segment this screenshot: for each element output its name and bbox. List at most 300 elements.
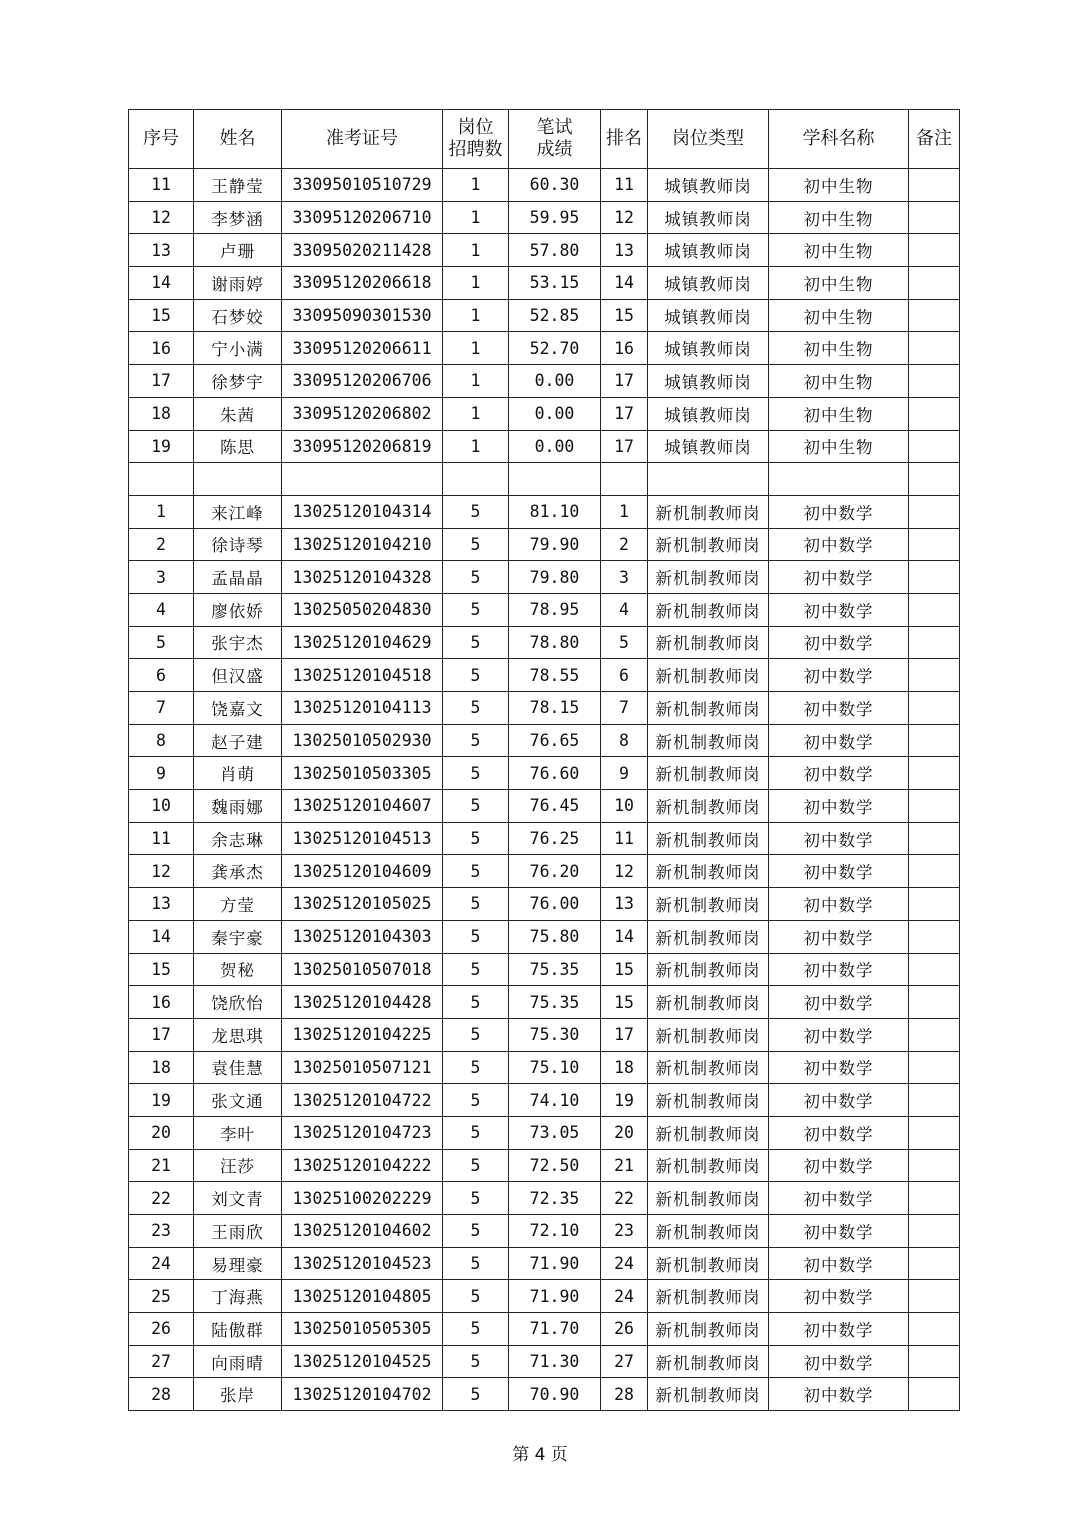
seq-cell: 24 bbox=[129, 1247, 194, 1280]
name-cell: 刘文青 bbox=[194, 1182, 282, 1215]
rank-cell: 15 bbox=[601, 953, 648, 986]
subject-cell: 初中生物 bbox=[769, 430, 909, 463]
post-type-cell: 城镇教师岗 bbox=[648, 267, 769, 300]
positions-cell: 5 bbox=[443, 1345, 509, 1378]
name-cell: 袁佳慧 bbox=[194, 1051, 282, 1084]
name-cell: 宁小满 bbox=[194, 332, 282, 365]
remarks-cell bbox=[909, 888, 960, 921]
remarks-cell bbox=[909, 1345, 960, 1378]
subject-cell: 初中生物 bbox=[769, 365, 909, 398]
exam-id-cell: 33095120206618 bbox=[282, 267, 443, 300]
name-cell: 饶欣怡 bbox=[194, 986, 282, 1019]
name-cell: 王雨欣 bbox=[194, 1215, 282, 1248]
exam-id-cell: 13025120104723 bbox=[282, 1116, 443, 1149]
subject-cell: 初中数学 bbox=[769, 953, 909, 986]
post-type-cell: 新机制教师岗 bbox=[648, 1345, 769, 1378]
table-row bbox=[129, 822, 960, 855]
name-cell: 方莹 bbox=[194, 888, 282, 921]
positions-cell: 5 bbox=[443, 1084, 509, 1117]
rank-cell: 21 bbox=[601, 1149, 648, 1182]
seq-cell: 8 bbox=[129, 724, 194, 757]
remarks-cell bbox=[909, 463, 960, 496]
exam-id-cell: 33095010510729 bbox=[282, 169, 443, 202]
post-type-cell: 新机制教师岗 bbox=[648, 626, 769, 659]
positions-cell: 5 bbox=[443, 528, 509, 561]
subject-cell: 初中生物 bbox=[769, 397, 909, 430]
name-cell: 张宇杰 bbox=[194, 626, 282, 659]
exam-id-cell: 13025010503305 bbox=[282, 757, 443, 790]
post-type-cell: 新机制教师岗 bbox=[648, 724, 769, 757]
name-cell: 汪莎 bbox=[194, 1149, 282, 1182]
seq-cell: 5 bbox=[129, 626, 194, 659]
score-cell: 57.80 bbox=[509, 234, 601, 267]
positions-cell: 1 bbox=[443, 299, 509, 332]
seq-cell: 26 bbox=[129, 1313, 194, 1346]
post-type-cell: 新机制教师岗 bbox=[648, 593, 769, 626]
exam-id-cell bbox=[282, 463, 443, 496]
table-row bbox=[129, 397, 960, 430]
table-row bbox=[129, 855, 960, 888]
subject-cell: 初中数学 bbox=[769, 920, 909, 953]
positions-cell: 5 bbox=[443, 1051, 509, 1084]
seq-cell: 28 bbox=[129, 1378, 194, 1411]
rank-cell: 17 bbox=[601, 1018, 648, 1051]
post-type-cell: 新机制教师岗 bbox=[648, 1313, 769, 1346]
name-cell: 廖依娇 bbox=[194, 593, 282, 626]
exam-id-cell: 13025120104314 bbox=[282, 495, 443, 528]
table-row bbox=[129, 267, 960, 300]
subject-cell bbox=[769, 463, 909, 496]
score-cell: 72.10 bbox=[509, 1215, 601, 1248]
rank-cell bbox=[601, 463, 648, 496]
remarks-cell bbox=[909, 626, 960, 659]
remarks-cell bbox=[909, 1051, 960, 1084]
remarks-cell bbox=[909, 1247, 960, 1280]
rank-cell: 12 bbox=[601, 201, 648, 234]
name-cell: 来江峰 bbox=[194, 495, 282, 528]
table-row bbox=[129, 659, 960, 692]
positions-cell: 5 bbox=[443, 1116, 509, 1149]
positions-cell: 5 bbox=[443, 1313, 509, 1346]
post-type-cell: 新机制教师岗 bbox=[648, 1116, 769, 1149]
subject-cell: 初中数学 bbox=[769, 593, 909, 626]
subject-cell: 初中数学 bbox=[769, 1116, 909, 1149]
positions-cell: 1 bbox=[443, 332, 509, 365]
positions-cell: 1 bbox=[443, 430, 509, 463]
exam-id-cell: 13025120104805 bbox=[282, 1280, 443, 1313]
name-cell: 张岸 bbox=[194, 1378, 282, 1411]
post-type-cell: 新机制教师岗 bbox=[648, 855, 769, 888]
exam-id-cell: 13025120104303 bbox=[282, 920, 443, 953]
exam-id-cell: 33095120206706 bbox=[282, 365, 443, 398]
table-row bbox=[129, 1084, 960, 1117]
post-type-cell: 新机制教师岗 bbox=[648, 1182, 769, 1215]
score-cell: 81.10 bbox=[509, 495, 601, 528]
remarks-cell bbox=[909, 724, 960, 757]
positions-cell: 5 bbox=[443, 986, 509, 1019]
header-exam-id: 准考证号 bbox=[282, 110, 443, 169]
post-type-cell: 新机制教师岗 bbox=[648, 953, 769, 986]
remarks-cell bbox=[909, 299, 960, 332]
subject-cell: 初中数学 bbox=[769, 1215, 909, 1248]
seq-cell: 12 bbox=[129, 201, 194, 234]
exam-id-cell: 33095120206611 bbox=[282, 332, 443, 365]
exam-id-cell: 13025120104722 bbox=[282, 1084, 443, 1117]
exam-id-cell: 33095020211428 bbox=[282, 234, 443, 267]
seq-cell: 22 bbox=[129, 1182, 194, 1215]
positions-cell: 5 bbox=[443, 1378, 509, 1411]
rank-cell: 15 bbox=[601, 986, 648, 1019]
remarks-cell bbox=[909, 1018, 960, 1051]
seq-cell: 25 bbox=[129, 1280, 194, 1313]
score-cell: 76.45 bbox=[509, 790, 601, 823]
table-row bbox=[129, 1313, 960, 1346]
subject-cell: 初中数学 bbox=[769, 1280, 909, 1313]
rank-cell: 17 bbox=[601, 430, 648, 463]
header-subject: 学科名称 bbox=[769, 110, 909, 169]
post-type-cell: 新机制教师岗 bbox=[648, 1084, 769, 1117]
remarks-cell bbox=[909, 593, 960, 626]
seq-cell: 23 bbox=[129, 1215, 194, 1248]
subject-cell: 初中数学 bbox=[769, 659, 909, 692]
score-cell bbox=[509, 463, 601, 496]
rank-cell: 12 bbox=[601, 855, 648, 888]
seq-cell: 15 bbox=[129, 299, 194, 332]
name-cell: 龚承杰 bbox=[194, 855, 282, 888]
seq-cell: 11 bbox=[129, 169, 194, 202]
name-cell: 但汉盛 bbox=[194, 659, 282, 692]
post-type-cell: 新机制教师岗 bbox=[648, 1247, 769, 1280]
positions-cell: 1 bbox=[443, 169, 509, 202]
post-type-cell: 新机制教师岗 bbox=[648, 790, 769, 823]
header-rank: 排名 bbox=[601, 110, 648, 169]
positions-cell bbox=[443, 463, 509, 496]
seq-cell: 18 bbox=[129, 1051, 194, 1084]
name-cell: 李叶 bbox=[194, 1116, 282, 1149]
post-type-cell: 新机制教师岗 bbox=[648, 692, 769, 725]
positions-cell: 5 bbox=[443, 1018, 509, 1051]
exam-id-cell: 33095090301530 bbox=[282, 299, 443, 332]
subject-cell: 初中数学 bbox=[769, 528, 909, 561]
positions-cell: 5 bbox=[443, 790, 509, 823]
score-cell: 71.90 bbox=[509, 1280, 601, 1313]
header-name: 姓名 bbox=[194, 110, 282, 169]
exam-id-cell: 33095120206819 bbox=[282, 430, 443, 463]
subject-cell: 初中数学 bbox=[769, 495, 909, 528]
remarks-cell bbox=[909, 1215, 960, 1248]
subject-cell: 初中数学 bbox=[769, 1051, 909, 1084]
exam-id-cell: 13025120104602 bbox=[282, 1215, 443, 1248]
remarks-cell bbox=[909, 659, 960, 692]
rank-cell: 14 bbox=[601, 267, 648, 300]
rank-cell: 9 bbox=[601, 757, 648, 790]
remarks-cell bbox=[909, 757, 960, 790]
subject-cell: 初中数学 bbox=[769, 626, 909, 659]
name-cell: 贺秘 bbox=[194, 953, 282, 986]
positions-cell: 5 bbox=[443, 692, 509, 725]
subject-cell: 初中数学 bbox=[769, 888, 909, 921]
post-type-cell: 新机制教师岗 bbox=[648, 495, 769, 528]
subject-cell: 初中生物 bbox=[769, 234, 909, 267]
table-row bbox=[129, 986, 960, 1019]
remarks-cell bbox=[909, 267, 960, 300]
name-cell: 徐梦宇 bbox=[194, 365, 282, 398]
name-cell: 龙思琪 bbox=[194, 1018, 282, 1051]
exam-id-cell: 13025010502930 bbox=[282, 724, 443, 757]
name-cell: 向雨晴 bbox=[194, 1345, 282, 1378]
score-cell: 78.55 bbox=[509, 659, 601, 692]
remarks-cell bbox=[909, 692, 960, 725]
name-cell: 徐诗琴 bbox=[194, 528, 282, 561]
post-type-cell: 新机制教师岗 bbox=[648, 822, 769, 855]
rank-cell: 28 bbox=[601, 1378, 648, 1411]
seq-cell: 19 bbox=[129, 430, 194, 463]
positions-cell: 5 bbox=[443, 757, 509, 790]
subject-cell: 初中数学 bbox=[769, 790, 909, 823]
positions-cell: 1 bbox=[443, 234, 509, 267]
seq-cell bbox=[129, 463, 194, 496]
subject-cell: 初中生物 bbox=[769, 267, 909, 300]
exam-id-cell: 13025010507121 bbox=[282, 1051, 443, 1084]
rank-cell: 27 bbox=[601, 1345, 648, 1378]
subject-cell: 初中数学 bbox=[769, 1313, 909, 1346]
remarks-cell bbox=[909, 1313, 960, 1346]
name-cell bbox=[194, 463, 282, 496]
post-type-cell: 新机制教师岗 bbox=[648, 920, 769, 953]
subject-cell: 初中数学 bbox=[769, 1247, 909, 1280]
subject-cell: 初中数学 bbox=[769, 822, 909, 855]
score-cell: 74.10 bbox=[509, 1084, 601, 1117]
results-table bbox=[128, 109, 960, 1411]
page-number: 第 4 页 bbox=[512, 1445, 568, 1465]
positions-cell: 1 bbox=[443, 267, 509, 300]
exam-id-cell: 13025120104513 bbox=[282, 822, 443, 855]
score-cell: 52.85 bbox=[509, 299, 601, 332]
table-row bbox=[129, 790, 960, 823]
table-row bbox=[129, 495, 960, 528]
remarks-cell bbox=[909, 1149, 960, 1182]
exam-id-cell: 13025120104609 bbox=[282, 855, 443, 888]
table-row bbox=[129, 430, 960, 463]
seq-cell: 17 bbox=[129, 1018, 194, 1051]
table-row bbox=[129, 593, 960, 626]
seq-cell: 2 bbox=[129, 528, 194, 561]
positions-cell: 5 bbox=[443, 1280, 509, 1313]
exam-id-cell: 13025120104428 bbox=[282, 986, 443, 1019]
exam-id-cell: 13025010507018 bbox=[282, 953, 443, 986]
rank-cell: 5 bbox=[601, 626, 648, 659]
remarks-cell bbox=[909, 1116, 960, 1149]
table-row bbox=[129, 757, 960, 790]
table-row bbox=[129, 1018, 960, 1051]
remarks-cell bbox=[909, 986, 960, 1019]
remarks-cell bbox=[909, 953, 960, 986]
name-cell: 石梦姣 bbox=[194, 299, 282, 332]
score-cell: 70.90 bbox=[509, 1378, 601, 1411]
rank-cell: 3 bbox=[601, 561, 648, 594]
exam-id-cell: 13025120104225 bbox=[282, 1018, 443, 1051]
post-type-cell: 新机制教师岗 bbox=[648, 528, 769, 561]
score-cell: 78.95 bbox=[509, 593, 601, 626]
post-type-cell: 城镇教师岗 bbox=[648, 365, 769, 398]
seq-cell: 20 bbox=[129, 1116, 194, 1149]
score-cell: 59.95 bbox=[509, 201, 601, 234]
table-row bbox=[129, 1215, 960, 1248]
positions-cell: 5 bbox=[443, 1247, 509, 1280]
exam-id-cell: 13025120104702 bbox=[282, 1378, 443, 1411]
seq-cell: 4 bbox=[129, 593, 194, 626]
seq-cell: 13 bbox=[129, 234, 194, 267]
seq-cell: 1 bbox=[129, 495, 194, 528]
exam-id-cell: 13025120104328 bbox=[282, 561, 443, 594]
subject-cell: 初中生物 bbox=[769, 332, 909, 365]
rank-cell: 15 bbox=[601, 299, 648, 332]
post-type-cell: 城镇教师岗 bbox=[648, 299, 769, 332]
positions-cell: 5 bbox=[443, 626, 509, 659]
post-type-cell: 新机制教师岗 bbox=[648, 659, 769, 692]
name-cell: 李梦涵 bbox=[194, 201, 282, 234]
exam-id-cell: 13025120104523 bbox=[282, 1247, 443, 1280]
rank-cell: 17 bbox=[601, 365, 648, 398]
seq-cell: 16 bbox=[129, 986, 194, 1019]
table-row bbox=[129, 1051, 960, 1084]
table-row bbox=[129, 1247, 960, 1280]
post-type-cell: 新机制教师岗 bbox=[648, 1051, 769, 1084]
score-cell: 76.60 bbox=[509, 757, 601, 790]
subject-cell: 初中数学 bbox=[769, 855, 909, 888]
table-row bbox=[129, 1149, 960, 1182]
subject-cell: 初中数学 bbox=[769, 1345, 909, 1378]
positions-cell: 5 bbox=[443, 888, 509, 921]
post-type-cell: 新机制教师岗 bbox=[648, 1149, 769, 1182]
table-row bbox=[129, 561, 960, 594]
table-row bbox=[129, 365, 960, 398]
table-row bbox=[129, 528, 960, 561]
subject-cell: 初中数学 bbox=[769, 986, 909, 1019]
post-type-cell: 新机制教师岗 bbox=[648, 561, 769, 594]
exam-id-cell: 13025120104113 bbox=[282, 692, 443, 725]
score-cell: 73.05 bbox=[509, 1116, 601, 1149]
remarks-cell bbox=[909, 430, 960, 463]
rank-cell: 13 bbox=[601, 234, 648, 267]
name-cell: 秦宇豪 bbox=[194, 920, 282, 953]
score-cell: 76.20 bbox=[509, 855, 601, 888]
seq-cell: 6 bbox=[129, 659, 194, 692]
score-cell: 52.70 bbox=[509, 332, 601, 365]
rank-cell: 2 bbox=[601, 528, 648, 561]
post-type-cell: 城镇教师岗 bbox=[648, 201, 769, 234]
header-positions: 岗位 招聘数 bbox=[443, 110, 509, 169]
score-cell: 75.10 bbox=[509, 1051, 601, 1084]
subject-cell: 初中数学 bbox=[769, 1182, 909, 1215]
score-cell: 72.50 bbox=[509, 1149, 601, 1182]
score-cell: 53.15 bbox=[509, 267, 601, 300]
post-type-cell bbox=[648, 463, 769, 496]
seq-cell: 11 bbox=[129, 822, 194, 855]
subject-cell: 初中数学 bbox=[769, 1084, 909, 1117]
remarks-cell bbox=[909, 790, 960, 823]
positions-cell: 5 bbox=[443, 561, 509, 594]
remarks-cell bbox=[909, 1280, 960, 1313]
subject-cell: 初中数学 bbox=[769, 757, 909, 790]
score-cell: 75.80 bbox=[509, 920, 601, 953]
score-cell: 0.00 bbox=[509, 365, 601, 398]
post-type-cell: 新机制教师岗 bbox=[648, 1018, 769, 1051]
remarks-cell bbox=[909, 855, 960, 888]
seq-cell: 14 bbox=[129, 267, 194, 300]
rank-cell: 4 bbox=[601, 593, 648, 626]
name-cell: 余志琳 bbox=[194, 822, 282, 855]
seq-cell: 9 bbox=[129, 757, 194, 790]
score-cell: 76.00 bbox=[509, 888, 601, 921]
table-row bbox=[129, 1378, 960, 1411]
table-row bbox=[129, 1280, 960, 1313]
remarks-cell bbox=[909, 495, 960, 528]
header-post-type: 岗位类型 bbox=[648, 110, 769, 169]
seq-cell: 16 bbox=[129, 332, 194, 365]
seq-cell: 21 bbox=[129, 1149, 194, 1182]
exam-id-cell: 13025120104629 bbox=[282, 626, 443, 659]
table-row bbox=[129, 888, 960, 921]
table-row bbox=[129, 953, 960, 986]
table-row bbox=[129, 299, 960, 332]
remarks-cell bbox=[909, 920, 960, 953]
header-seq: 序号 bbox=[129, 110, 194, 169]
score-cell: 60.30 bbox=[509, 169, 601, 202]
name-cell: 魏雨娜 bbox=[194, 790, 282, 823]
exam-id-cell: 13025120104518 bbox=[282, 659, 443, 692]
positions-cell: 5 bbox=[443, 724, 509, 757]
subject-cell: 初中生物 bbox=[769, 169, 909, 202]
rank-cell: 8 bbox=[601, 724, 648, 757]
positions-cell: 5 bbox=[443, 593, 509, 626]
remarks-cell bbox=[909, 822, 960, 855]
table-row bbox=[129, 332, 960, 365]
name-cell: 赵子建 bbox=[194, 724, 282, 757]
rank-cell: 24 bbox=[601, 1247, 648, 1280]
exam-id-cell: 13025120104525 bbox=[282, 1345, 443, 1378]
seq-cell: 12 bbox=[129, 855, 194, 888]
name-cell: 张文通 bbox=[194, 1084, 282, 1117]
seq-cell: 10 bbox=[129, 790, 194, 823]
table-row bbox=[129, 692, 960, 725]
name-cell: 卢珊 bbox=[194, 234, 282, 267]
positions-cell: 5 bbox=[443, 920, 509, 953]
post-type-cell: 城镇教师岗 bbox=[648, 397, 769, 430]
exam-id-cell: 13025010505305 bbox=[282, 1313, 443, 1346]
positions-cell: 5 bbox=[443, 953, 509, 986]
name-cell: 朱茜 bbox=[194, 397, 282, 430]
seq-cell: 17 bbox=[129, 365, 194, 398]
table-row bbox=[129, 724, 960, 757]
seq-cell: 13 bbox=[129, 888, 194, 921]
positions-cell: 1 bbox=[443, 365, 509, 398]
table-row bbox=[129, 626, 960, 659]
subject-cell: 初中数学 bbox=[769, 1378, 909, 1411]
post-type-cell: 城镇教师岗 bbox=[648, 234, 769, 267]
post-type-cell: 城镇教师岗 bbox=[648, 430, 769, 463]
subject-cell: 初中数学 bbox=[769, 561, 909, 594]
subject-cell: 初中数学 bbox=[769, 1018, 909, 1051]
score-cell: 71.90 bbox=[509, 1247, 601, 1280]
positions-cell: 5 bbox=[443, 822, 509, 855]
score-cell: 76.65 bbox=[509, 724, 601, 757]
rank-cell: 16 bbox=[601, 332, 648, 365]
seq-cell: 19 bbox=[129, 1084, 194, 1117]
post-type-cell: 新机制教师岗 bbox=[648, 1280, 769, 1313]
post-type-cell: 城镇教师岗 bbox=[648, 169, 769, 202]
remarks-cell bbox=[909, 561, 960, 594]
